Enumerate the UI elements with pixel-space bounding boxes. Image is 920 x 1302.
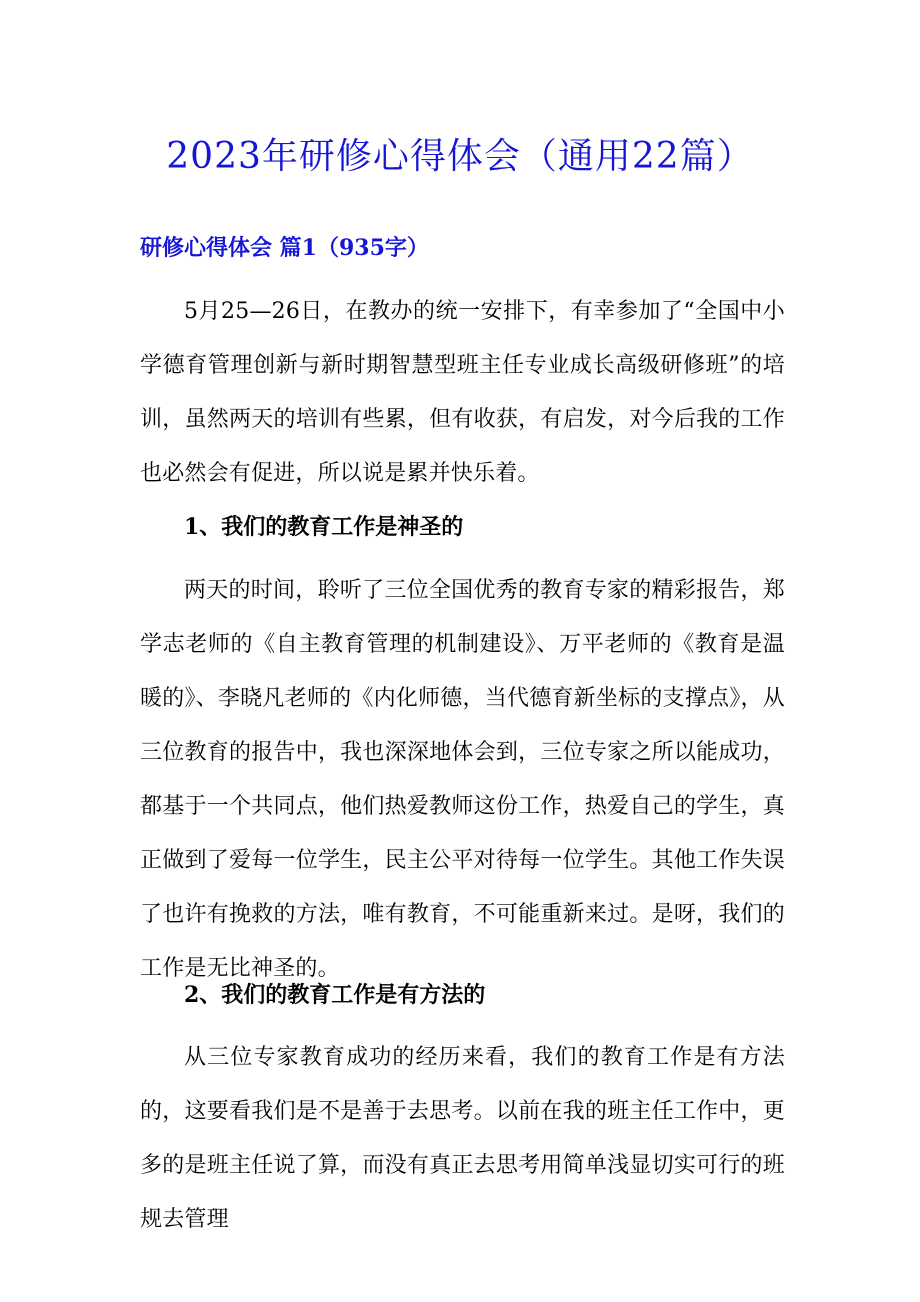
heading-sacred-work: 1、我们的教育工作是神圣的	[184, 514, 464, 540]
heading-methods: 2、我们的教育工作是有方法的	[184, 982, 486, 1008]
paragraph-experts: 两天的时间，聆听了三位全国优秀的教育专家的精彩报告，郑学志老师的《自主教育管理的机制建设》、万平老师的《教育是温暖的》、李晓凡老师的《内化师德，当代德育新坐标的支撑点》，从三位教育的报告中，我也深深地体会到，三位专家之所以能成功，都基于一个共同点，他们热爱教师这份工作，热爱自己的学生，真正做到了爱每一位学生，民主公平对待每一位学生。其他工作失误了也许有挽救的方法，唯有教育，不可能重新来过。是呀，我们的工作是无比神圣的。	[140, 578, 785, 981]
document-title: 2023年研修心得体会（通用22篇）	[166, 136, 754, 177]
section-title: 研修心得体会 篇1（935字）	[140, 235, 429, 261]
paragraph-intro: 5月25—26日，在教办的统一安排下，有幸参加了“全国中小学德育管理创新与新时期智慧型班主任专业成长高级研修班”的培训，虽然两天的培训有些累，但有收获，有启发，对今后我的工作也必然会有促进，所以说是累并快乐着。	[140, 299, 785, 486]
paragraph-methods: 从三位专家教育成功的经历来看，我们的教育工作是有方法的，这要看我们是不是善于去思考。以前在我的班主任工作中，更多的是班主任说了算，而没有真正去思考用简单浅显切实可行的班规去管理	[140, 1045, 785, 1232]
